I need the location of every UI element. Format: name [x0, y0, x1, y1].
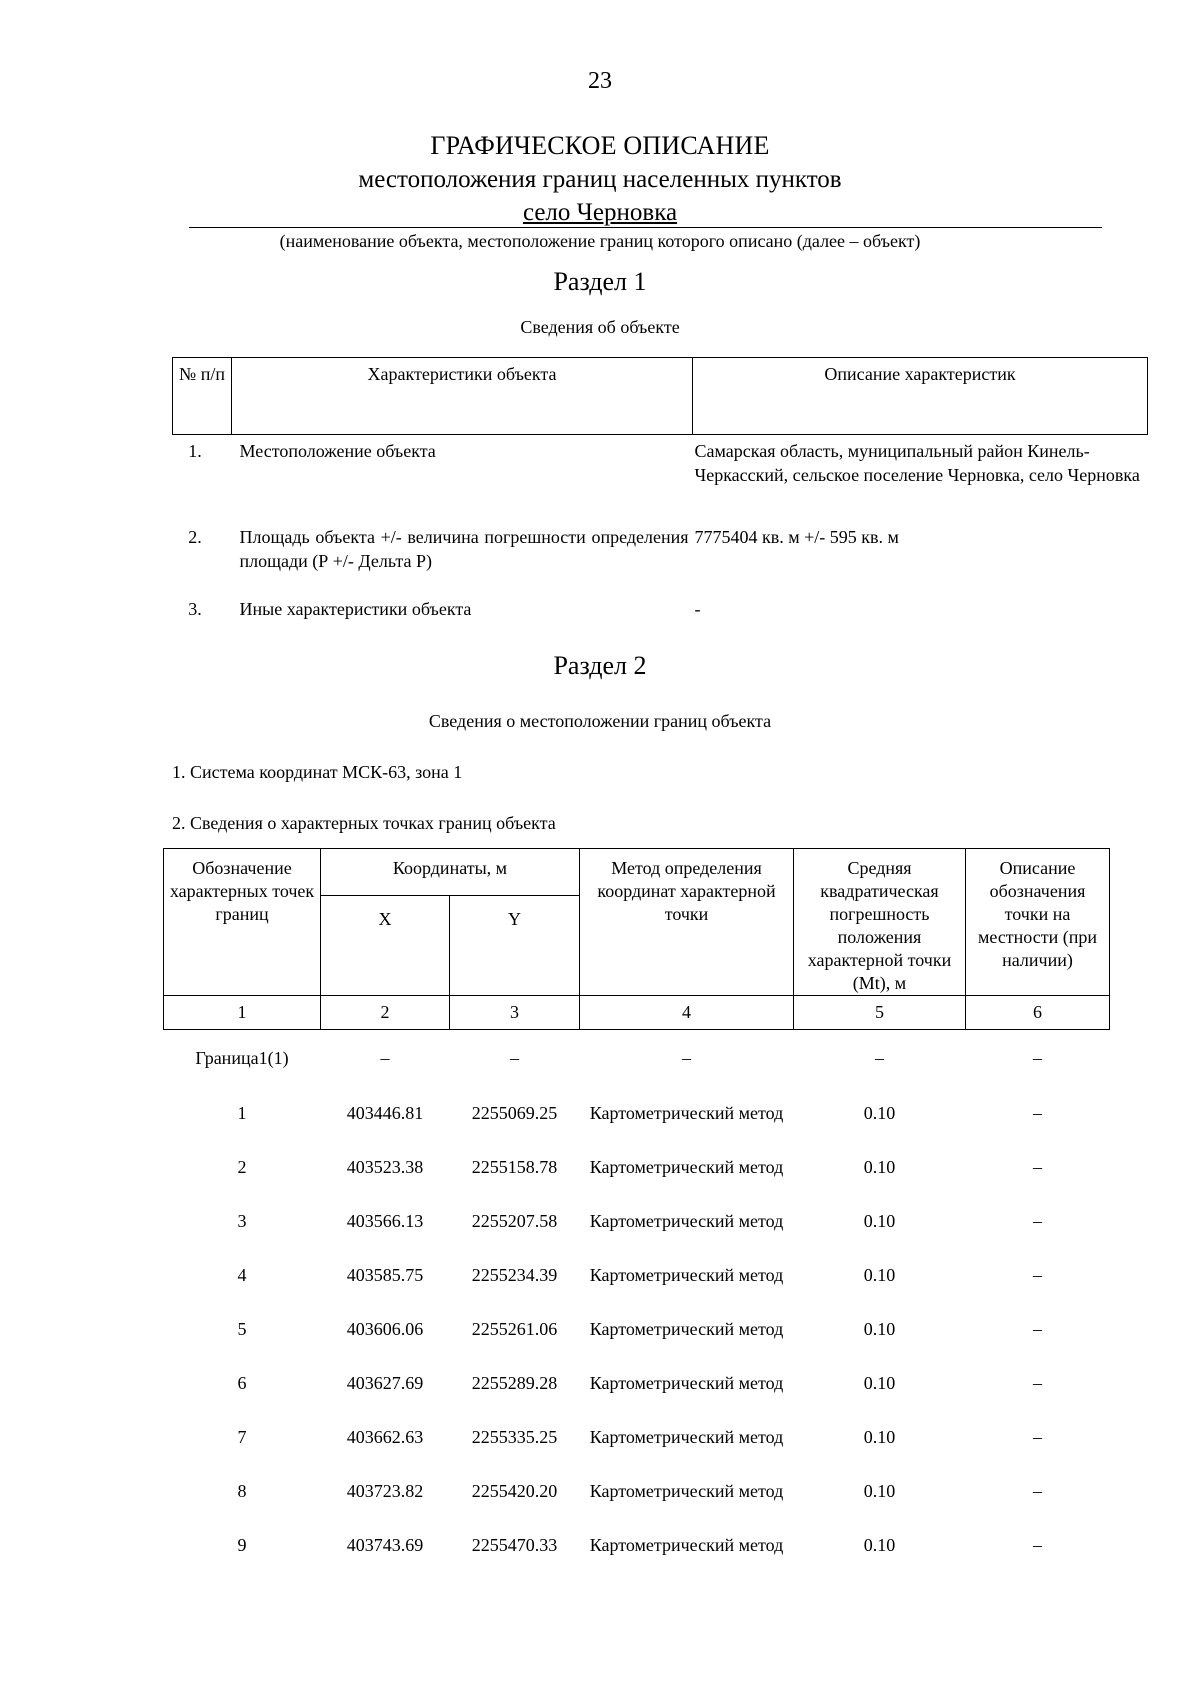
point-accuracy: 0.10	[863, 1210, 896, 1231]
section2-subtitle: Сведения о местоположении границ объекта	[428, 711, 772, 731]
point-y: 2255289.28	[471, 1372, 558, 1393]
object-info-row	[173, 435, 1148, 524]
column-number: 5	[794, 996, 966, 1030]
point-x: 403446.81	[346, 1102, 424, 1123]
point-method: Картометрический метод	[589, 1210, 784, 1231]
object-name-underline	[189, 227, 1102, 228]
point-x: 403523.38	[346, 1156, 424, 1177]
object-name: село Черновка	[522, 199, 678, 226]
row-description: -	[694, 599, 701, 619]
boundary-dash: –	[682, 1047, 691, 1068]
point-id: 9	[237, 1534, 247, 1555]
point-method: Картометрический метод	[589, 1102, 784, 1123]
point-method: Картометрический метод	[589, 1426, 784, 1447]
boundary-label: Граница1(1)	[195, 1047, 289, 1068]
point-method: Картометрический метод	[589, 1372, 784, 1393]
point-id: 6	[237, 1372, 247, 1393]
row-characteristic: Площадь объекта +/- величина погрешности определения площади (Р +/- Дельта Р)	[239, 527, 689, 571]
header-characteristic: Характеристики объекта	[232, 358, 693, 435]
column-number: 2	[321, 996, 450, 1030]
row-number: 2.	[188, 527, 202, 547]
section2-title: Раздел 2	[553, 651, 647, 680]
point-accuracy: 0.10	[863, 1102, 896, 1123]
header-point-description: Описание обозначения точки на местности (при наличии)	[966, 849, 1110, 996]
point-y: 2255335.25	[471, 1426, 558, 1447]
boundary-dash: –	[875, 1047, 884, 1068]
point-x: 403627.69	[346, 1372, 424, 1393]
point-y: 2255207.58	[471, 1210, 558, 1231]
points-heading: 2. Сведения о характерных точках границ объекта	[172, 813, 556, 833]
header-coordinates: Координаты, м	[321, 849, 580, 896]
boundary-dash: –	[510, 1047, 519, 1068]
row-characteristic: Иные характеристики объекта	[239, 599, 472, 619]
header-y: Y	[450, 896, 580, 996]
point-accuracy: 0.10	[863, 1318, 896, 1339]
coordinate-system: 1. Система координат МСК-63, зона 1	[172, 762, 463, 782]
section1-title: Раздел 1	[553, 267, 647, 296]
point-row	[164, 1464, 1110, 1518]
point-y: 2255234.39	[471, 1264, 558, 1285]
row-number: 1.	[188, 441, 202, 461]
boundary-points-table	[163, 848, 1110, 1572]
boundary-row	[164, 1030, 1110, 1087]
object-name-caption: (наименование объекта, местоположение границ которого описано (далее – объект)	[279, 231, 921, 251]
point-description: –	[1033, 1264, 1042, 1285]
point-method: Картометрический метод	[589, 1318, 784, 1339]
point-x: 403743.69	[346, 1534, 424, 1555]
row-description: Самарская область, муниципальный район Кинель-Черкасский, сельское поселение Черновка, село Черновка	[694, 441, 1140, 485]
column-number: 3	[450, 996, 580, 1030]
point-id: 5	[237, 1318, 247, 1339]
point-description: –	[1033, 1318, 1042, 1339]
column-number: 4	[580, 996, 794, 1030]
point-id: 4	[237, 1264, 247, 1285]
point-id: 1	[237, 1102, 247, 1123]
row-characteristic: Местоположение объекта	[239, 441, 436, 461]
boundary-dash: –	[1033, 1047, 1042, 1068]
point-description: –	[1033, 1156, 1042, 1177]
point-row	[164, 1302, 1110, 1356]
point-row	[164, 1140, 1110, 1194]
point-row	[164, 1086, 1110, 1140]
object-info-table	[172, 357, 1148, 621]
row-number: 3.	[188, 599, 202, 619]
header-accuracy: Средняя квадратическая погрешность положения характерной точки (Mt), м	[794, 849, 966, 996]
page-number: 23	[588, 68, 612, 94]
point-accuracy: 0.10	[863, 1372, 896, 1393]
document-title: ГРАФИЧЕСКОЕ ОПИСАНИЕ	[430, 131, 770, 160]
point-y: 2255420.20	[471, 1480, 558, 1501]
header-method: Метод определения координат характерной точки	[580, 849, 794, 996]
point-id: 7	[237, 1426, 247, 1447]
point-method: Картометрический метод	[589, 1534, 784, 1555]
point-row	[164, 1248, 1110, 1302]
point-row	[164, 1410, 1110, 1464]
header-designation: Обозначение характерных точек границ	[164, 849, 321, 996]
point-x: 403723.82	[346, 1480, 424, 1501]
point-y: 2255261.06	[471, 1318, 558, 1339]
point-y: 2255158.78	[471, 1156, 558, 1177]
boundary-dash: –	[380, 1047, 390, 1068]
object-info-header-row	[173, 358, 1148, 435]
column-number: 1	[164, 996, 321, 1030]
point-description: –	[1033, 1480, 1042, 1501]
point-method: Картометрический метод	[589, 1480, 784, 1501]
point-row	[164, 1518, 1110, 1572]
object-name-line	[0, 199, 1200, 227]
point-accuracy: 0.10	[863, 1426, 896, 1447]
points-body	[164, 1086, 1110, 1572]
header-number: № п/п	[173, 358, 232, 435]
point-accuracy: 0.10	[863, 1480, 896, 1501]
column-number: 6	[966, 996, 1110, 1030]
point-description: –	[1033, 1210, 1042, 1231]
point-id: 2	[237, 1156, 247, 1177]
point-x: 403566.13	[346, 1210, 424, 1231]
header-x: X	[321, 896, 450, 996]
object-info-row	[173, 597, 1148, 621]
point-id: 8	[237, 1480, 247, 1501]
document-subtitle: местоположения границ населенных пунктов	[358, 166, 842, 193]
points-header-row	[164, 849, 1110, 896]
point-method: Картометрический метод	[589, 1156, 784, 1177]
point-row	[164, 1194, 1110, 1248]
point-description: –	[1033, 1426, 1042, 1447]
point-x: 403662.63	[346, 1426, 424, 1447]
point-x: 403585.75	[346, 1264, 424, 1285]
header-description: Описание характеристик	[693, 358, 1148, 435]
point-x: 403606.06	[346, 1318, 424, 1339]
point-y: 2255470.33	[471, 1534, 558, 1555]
point-row	[164, 1356, 1110, 1410]
point-accuracy: 0.10	[863, 1534, 896, 1555]
point-accuracy: 0.10	[863, 1264, 896, 1285]
object-info-row	[173, 523, 1148, 597]
column-number-row	[164, 996, 1110, 1030]
point-description: –	[1033, 1372, 1042, 1393]
row-description: 7775404 кв. м +/- 595 кв. м	[694, 527, 899, 547]
point-method: Картометрический метод	[589, 1264, 784, 1285]
point-id: 3	[237, 1210, 247, 1231]
point-y: 2255069.25	[471, 1102, 558, 1123]
point-description: –	[1033, 1102, 1042, 1123]
point-description: –	[1033, 1534, 1042, 1555]
section1-subtitle: Сведения об объекте	[520, 317, 680, 337]
point-accuracy: 0.10	[863, 1156, 896, 1177]
